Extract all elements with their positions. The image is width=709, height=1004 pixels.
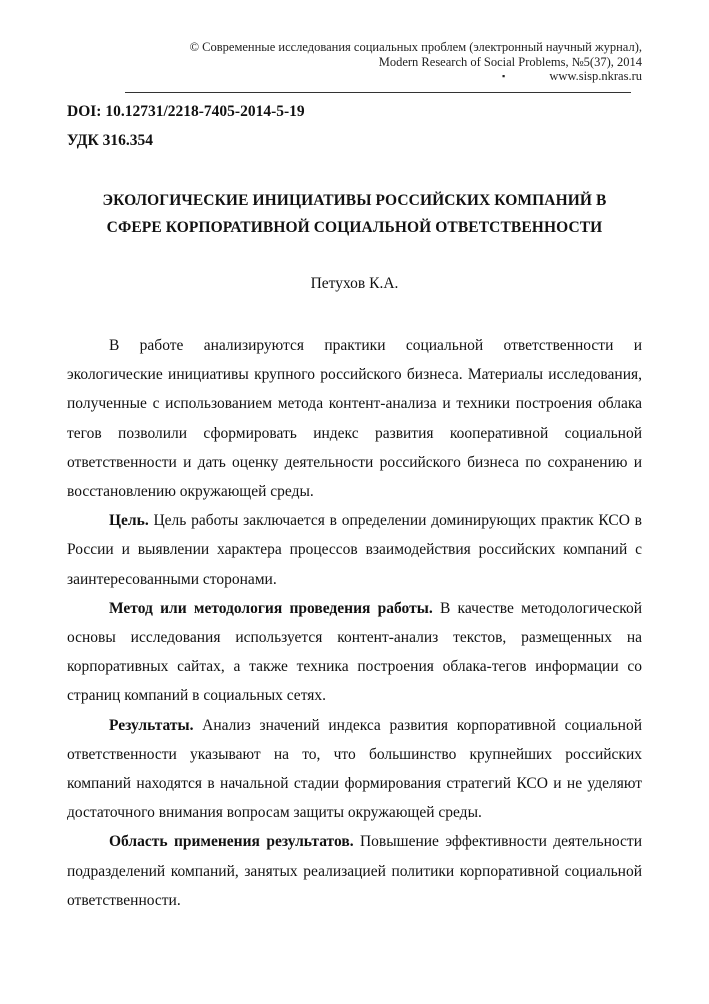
- journal-header-line-3-row: [130, 69, 642, 84]
- bullet-icon: ▪: [502, 71, 506, 81]
- scope-label: Область применения результатов.: [109, 833, 354, 851]
- article-title: [67, 187, 642, 241]
- abstract-method: [67, 594, 642, 711]
- goal-text: Цель работы заключается в определении доминирующих практик КСО в России и выявлении характера процессов взаимодействия российских компаний с заинтересованными сторонами.: [67, 512, 642, 588]
- udk-line: УДК 316.354: [67, 132, 153, 149]
- method-label: Метод или методология проведения работы.: [109, 599, 433, 617]
- goal-label: Цель.: [109, 512, 149, 530]
- journal-header-line-2: Modern Research of Social Problems, №5(37), 2014: [378, 54, 642, 69]
- abstract-scope: [67, 827, 642, 915]
- journal-header-line-1: © Современные исследования социальных проблем (электронный научный журнал),: [189, 40, 642, 54]
- journal-website: www.sisp.nkras.ru: [549, 69, 642, 83]
- doi-line: DOI: 10.12731/2218-7405-2014-5-19: [67, 103, 305, 120]
- article-title-line-1: ЭКОЛОГИЧЕСКИЕ ИНИЦИАТИВЫ РОССИЙСКИХ КОМПАНИЙ В: [102, 192, 607, 209]
- method-text: В качестве методологической основы исследования используется контент-анализ текстов, размещенных на корпоративных сайтах, а также техника построения облака-тегов информации со страниц компаний в социальных сетях.: [67, 599, 642, 705]
- author-name: Петухов К.А.: [310, 275, 399, 292]
- abstract-results: [67, 711, 642, 828]
- results-text: Анализ значений индекса развития корпоративной социальной ответственности указывают на то, что большинство крупнейших российских компаний находятся в начальной стадии формирования стратегий КСО и не уделяют достаточного внимания вопросам защиты окружающей среды.: [67, 716, 642, 822]
- article-title-line-2: СФЕРЕ КОРПОРАТИВНОЙ СОЦИАЛЬНОЙ ОТВЕТСТВЕННОСТИ: [106, 219, 603, 236]
- results-label: Результаты.: [109, 716, 194, 734]
- abstract: [67, 331, 642, 915]
- abstract-goal: [67, 506, 642, 594]
- journal-header: [130, 40, 642, 84]
- scope-text: Повышение эффективности деятельности подразделений компаний, занятых реализацией политики корпоративной социальной ответственности.: [67, 833, 642, 909]
- header-divider: [125, 92, 631, 93]
- abstract-intro: В работе анализируются практики социальной ответственности и экологические инициативы крупного российского бизнеса. Материалы исследования, полученные с использованием метода контент-анализа и техники построения облака тегов позволили сформировать индекс развития кооперативной социальной ответственности и дать оценку деятельности российского бизнеса по сохранению и восстановлению окружающей среды.: [67, 337, 642, 501]
